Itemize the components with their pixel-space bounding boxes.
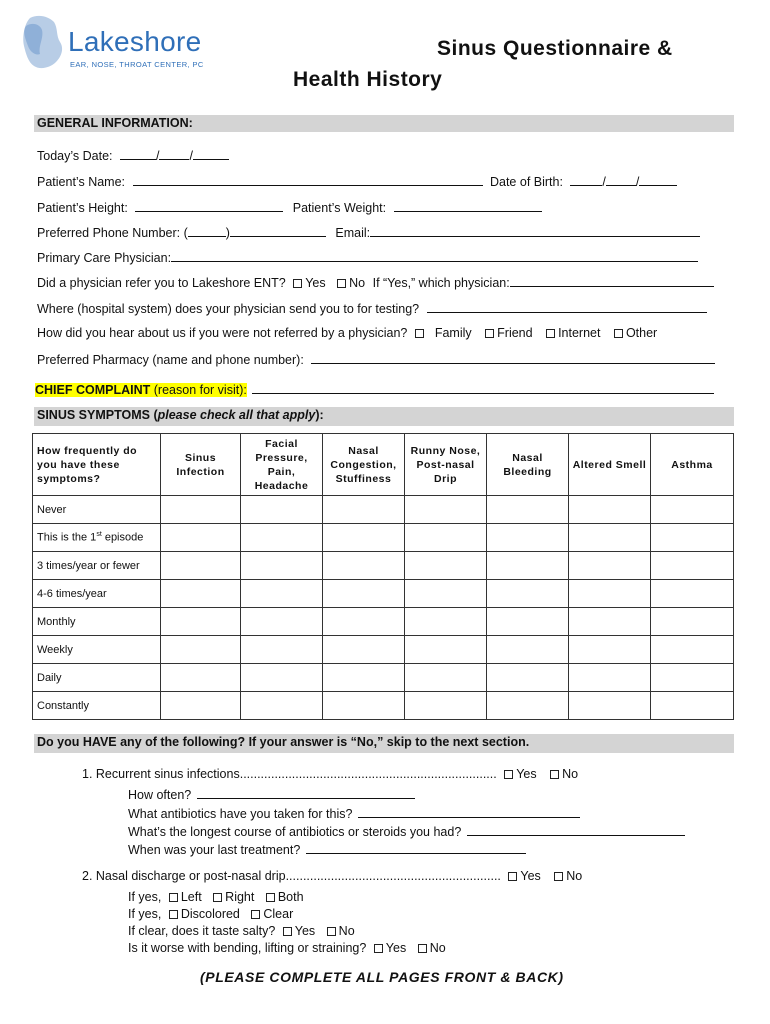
no-label: No	[562, 767, 579, 781]
cell[interactable]	[405, 608, 487, 636]
yes-label: Yes	[520, 869, 541, 883]
row-label: Weekly	[33, 636, 161, 664]
cell[interactable]	[241, 636, 323, 664]
area-code-field[interactable]	[188, 225, 226, 237]
height-field[interactable]	[135, 200, 283, 212]
referral-which-label: If “Yes,” which physician:	[372, 276, 510, 290]
cell[interactable]	[569, 524, 651, 552]
q2-row	[82, 869, 582, 883]
internet-checkbox[interactable]	[546, 329, 555, 338]
chief-complaint-note: (reason for visit):	[153, 383, 247, 397]
cell[interactable]	[323, 552, 405, 580]
referral-physician-field[interactable]	[510, 275, 714, 287]
table-row	[33, 636, 734, 664]
cell[interactable]	[405, 496, 487, 524]
col-altered-smell: Altered Smell	[569, 434, 651, 496]
chief-complaint-field[interactable]	[252, 382, 714, 394]
cell[interactable]	[405, 552, 487, 580]
table-row	[33, 496, 734, 524]
q1-often-label: How often?	[128, 788, 192, 802]
q2-label: 2. Nasal discharge or post-nasal drip..............................................................	[82, 869, 501, 883]
q1-antibiotics-label: What antibiotics have you taken for this?	[128, 807, 353, 821]
cell[interactable]	[405, 692, 487, 720]
cell[interactable]	[651, 692, 734, 720]
testing-question: Where (hospital system) does your physician send you to for testing?	[37, 302, 420, 316]
row-label-sup: st	[96, 531, 102, 539]
pharmacy-field[interactable]	[311, 352, 715, 364]
cell[interactable]	[161, 496, 241, 524]
cell[interactable]	[651, 636, 734, 664]
q2-yes-checkbox[interactable]	[508, 872, 517, 881]
salty-no-checkbox[interactable]	[327, 927, 336, 936]
cell[interactable]	[161, 636, 241, 664]
cell[interactable]	[161, 580, 241, 608]
q1-last-field[interactable]	[306, 842, 526, 854]
right-label: Right	[225, 890, 255, 904]
q1-last-row	[128, 842, 526, 857]
row-label: Constantly	[33, 692, 161, 720]
q1-no-checkbox[interactable]	[550, 770, 559, 779]
q2-side-row	[128, 890, 304, 904]
q1-often-row	[128, 787, 415, 802]
cell[interactable]	[161, 692, 241, 720]
footer-note: (PLEASE COMPLETE ALL PAGES FRONT & BACK)	[200, 969, 564, 985]
col-asthma: Asthma	[651, 434, 734, 496]
worse-yes-checkbox[interactable]	[374, 944, 383, 953]
referral-row	[37, 275, 714, 290]
table-row	[33, 608, 734, 636]
cell[interactable]	[569, 636, 651, 664]
logo-name: Lakeshore	[68, 26, 202, 57]
height-label: Patient’s Height:	[37, 201, 128, 215]
have-heading: Do you HAVE any of the following? If your answer is “No,” skip to the next section.	[34, 734, 734, 753]
cell[interactable]	[241, 580, 323, 608]
cell[interactable]	[569, 496, 651, 524]
discolored-checkbox[interactable]	[169, 910, 178, 919]
q1-often-field[interactable]	[197, 787, 415, 799]
cell[interactable]	[651, 580, 734, 608]
date-year-field[interactable]	[193, 148, 229, 160]
worse-no-checkbox[interactable]	[418, 944, 427, 953]
clear-label: Clear	[263, 907, 294, 921]
q1-longest-label: What’s the longest course of antibiotics or steroids you had?	[128, 825, 462, 839]
friend-label: Friend	[497, 326, 533, 340]
email-field[interactable]	[370, 225, 700, 237]
cell[interactable]	[323, 580, 405, 608]
cell[interactable]	[487, 608, 569, 636]
cell[interactable]	[241, 664, 323, 692]
cell[interactable]	[487, 552, 569, 580]
cell[interactable]	[569, 608, 651, 636]
lakeshore-logo	[16, 12, 216, 74]
table-row	[33, 524, 734, 552]
heard-question: How did you hear about us if you were not referred by a physician?	[37, 326, 408, 340]
dob-day-field[interactable]	[606, 174, 636, 186]
col-nasal-bleeding: Nasal Bleeding	[487, 434, 569, 496]
cell[interactable]	[323, 608, 405, 636]
page-title-line2: Health History	[293, 68, 443, 91]
table-row	[33, 552, 734, 580]
row-label-text: This is the 1	[37, 531, 97, 544]
cell[interactable]	[487, 580, 569, 608]
symptoms-table	[32, 433, 734, 720]
right-checkbox[interactable]	[213, 893, 222, 902]
cell[interactable]	[405, 524, 487, 552]
cell[interactable]	[487, 524, 569, 552]
cell[interactable]	[651, 524, 734, 552]
logo-tagline: EAR, NOSE, THROAT CENTER, PC	[70, 60, 204, 69]
row-label: 4-6 times/year	[33, 580, 161, 608]
phone-field[interactable]	[230, 225, 326, 237]
q1-row	[82, 767, 578, 781]
date-day-field[interactable]	[159, 148, 189, 160]
slash: /	[602, 175, 606, 189]
phone-paren: )	[225, 226, 230, 240]
q2-ifyes-label: If yes,	[128, 907, 162, 921]
height-weight-row	[37, 200, 542, 215]
row-label: Daily	[33, 664, 161, 692]
slash: /	[635, 175, 640, 189]
weight-label: Patient’s Weight:	[292, 201, 387, 215]
heard-about-row	[37, 326, 657, 340]
col-frequency: How frequently do you have these symptoms?	[33, 434, 161, 496]
weight-field[interactable]	[394, 200, 542, 212]
row-label: Never	[33, 496, 161, 524]
yes-label: Yes	[294, 924, 316, 938]
cell[interactable]	[487, 664, 569, 692]
cell[interactable]	[487, 636, 569, 664]
friend-checkbox[interactable]	[485, 329, 494, 338]
cell[interactable]	[405, 664, 487, 692]
left-label: Left	[180, 890, 202, 904]
no-label: No	[338, 924, 355, 938]
general-info-heading: GENERAL INFORMATION:	[34, 115, 734, 132]
q2-ifyes-label: If yes,	[128, 890, 162, 904]
testing-row	[37, 301, 707, 316]
cell[interactable]	[405, 636, 487, 664]
cell[interactable]	[569, 692, 651, 720]
cell[interactable]	[487, 496, 569, 524]
cell[interactable]	[651, 664, 734, 692]
symptoms-heading-text: SINUS SYMPTOMS (	[37, 408, 158, 422]
q2-salty-row	[128, 924, 355, 938]
cell[interactable]	[323, 636, 405, 664]
cell[interactable]	[241, 524, 323, 552]
michigan-map-icon	[16, 12, 70, 74]
cell[interactable]	[323, 692, 405, 720]
cell[interactable]	[161, 664, 241, 692]
pcp-field[interactable]	[171, 250, 698, 262]
chief-complaint-text: CHIEF COMPLAINT	[35, 383, 151, 397]
patient-name-field[interactable]	[133, 174, 483, 186]
dob-label: Date of Birth:	[489, 175, 563, 189]
pcp-row	[37, 250, 698, 265]
sinus-symptoms-heading	[34, 407, 734, 426]
no-label: No	[566, 869, 583, 883]
discolored-label: Discolored	[180, 907, 240, 921]
table-row	[33, 692, 734, 720]
cell[interactable]	[651, 552, 734, 580]
row-label	[33, 524, 161, 552]
email-label: Email:	[335, 226, 371, 240]
cell[interactable]	[569, 580, 651, 608]
q1-antibiotics-field[interactable]	[358, 806, 580, 818]
both-checkbox[interactable]	[266, 893, 275, 902]
q1-last-label: When was your last treatment?	[128, 843, 301, 857]
phone-email-row	[37, 225, 700, 240]
q2-worse-row	[128, 941, 446, 955]
table-header-row	[33, 434, 734, 496]
date-month-field[interactable]	[120, 148, 156, 160]
row-label: Monthly	[33, 608, 161, 636]
cell[interactable]	[323, 496, 405, 524]
other-checkbox[interactable]	[614, 329, 623, 338]
cell[interactable]	[569, 552, 651, 580]
page-title-line1: Sinus Questionnaire &	[437, 37, 673, 60]
chief-complaint-label	[35, 383, 247, 397]
clear-checkbox[interactable]	[251, 910, 260, 919]
col-runny-nose: Runny Nose, Post-nasal Drip	[405, 434, 487, 496]
patient-name-label: Patient’s Name:	[37, 175, 126, 189]
symptoms-heading-italic: please check all that apply	[157, 408, 316, 422]
phone-label: Preferred Phone Number: (	[37, 226, 188, 240]
cell[interactable]	[651, 496, 734, 524]
cell[interactable]	[569, 664, 651, 692]
yes-label: Yes	[385, 941, 407, 955]
both-label: Both	[277, 890, 304, 904]
referral-no-checkbox[interactable]	[337, 279, 346, 288]
cell[interactable]	[323, 524, 405, 552]
cell[interactable]	[323, 664, 405, 692]
cell[interactable]	[241, 608, 323, 636]
testing-field[interactable]	[427, 301, 707, 313]
cell[interactable]	[405, 580, 487, 608]
family-checkbox[interactable]	[415, 329, 424, 338]
todays-date-label: Today’s Date:	[37, 149, 113, 163]
col-sinus-infection: Sinus Infection	[161, 434, 241, 496]
pharmacy-row	[37, 352, 715, 367]
cell[interactable]	[487, 692, 569, 720]
cell[interactable]	[241, 692, 323, 720]
cell[interactable]	[161, 552, 241, 580]
todays-date-row	[37, 148, 229, 163]
cell[interactable]	[241, 496, 323, 524]
yes-label: Yes	[516, 767, 537, 781]
q2-salty-label: If clear, does it taste salty?	[128, 924, 276, 938]
internet-label: Internet	[558, 326, 601, 340]
slash: /	[156, 149, 160, 163]
referral-yes-checkbox[interactable]	[293, 279, 302, 288]
row-label-end: episode	[101, 531, 144, 544]
q1-longest-row	[128, 824, 685, 839]
chief-complaint-row	[35, 382, 714, 397]
table-row	[33, 580, 734, 608]
q1-label: 1. Recurrent sinus infections..........................................................................	[82, 767, 497, 781]
pcp-label: Primary Care Physician:	[37, 251, 172, 265]
col-nasal-congestion: Nasal Congestion, Stuffiness	[323, 434, 405, 496]
cell[interactable]	[161, 608, 241, 636]
table-row	[33, 664, 734, 692]
referral-question: Did a physician refer you to Lakeshore ENT?	[37, 276, 286, 290]
left-checkbox[interactable]	[169, 893, 178, 902]
cell[interactable]	[241, 552, 323, 580]
col-facial-pressure: Facial Pressure, Pain, Headache	[241, 434, 323, 496]
q2-no-checkbox[interactable]	[554, 872, 563, 881]
q1-yes-checkbox[interactable]	[504, 770, 513, 779]
q2-worse-label: Is it worse with bending, lifting or straining?	[128, 941, 367, 955]
salty-yes-checkbox[interactable]	[283, 927, 292, 936]
dob-year-field[interactable]	[639, 174, 677, 186]
symptoms-heading-end: ):	[315, 408, 324, 422]
family-label: Family	[434, 326, 472, 340]
q1-antibiotics-row	[128, 806, 580, 821]
pharmacy-label: Preferred Pharmacy (name and phone number):	[37, 353, 304, 367]
cell[interactable]	[651, 608, 734, 636]
dob-month-field[interactable]	[570, 174, 602, 186]
no-label: No	[349, 276, 366, 290]
cell[interactable]	[161, 524, 241, 552]
q2-color-row	[128, 907, 293, 921]
no-label: No	[429, 941, 446, 955]
patient-name-row	[37, 174, 677, 189]
slash: /	[189, 149, 193, 163]
q1-longest-field[interactable]	[467, 824, 685, 836]
other-label: Other	[625, 326, 658, 340]
row-label: 3 times/year or fewer	[33, 552, 161, 580]
yes-label: Yes	[305, 276, 326, 290]
